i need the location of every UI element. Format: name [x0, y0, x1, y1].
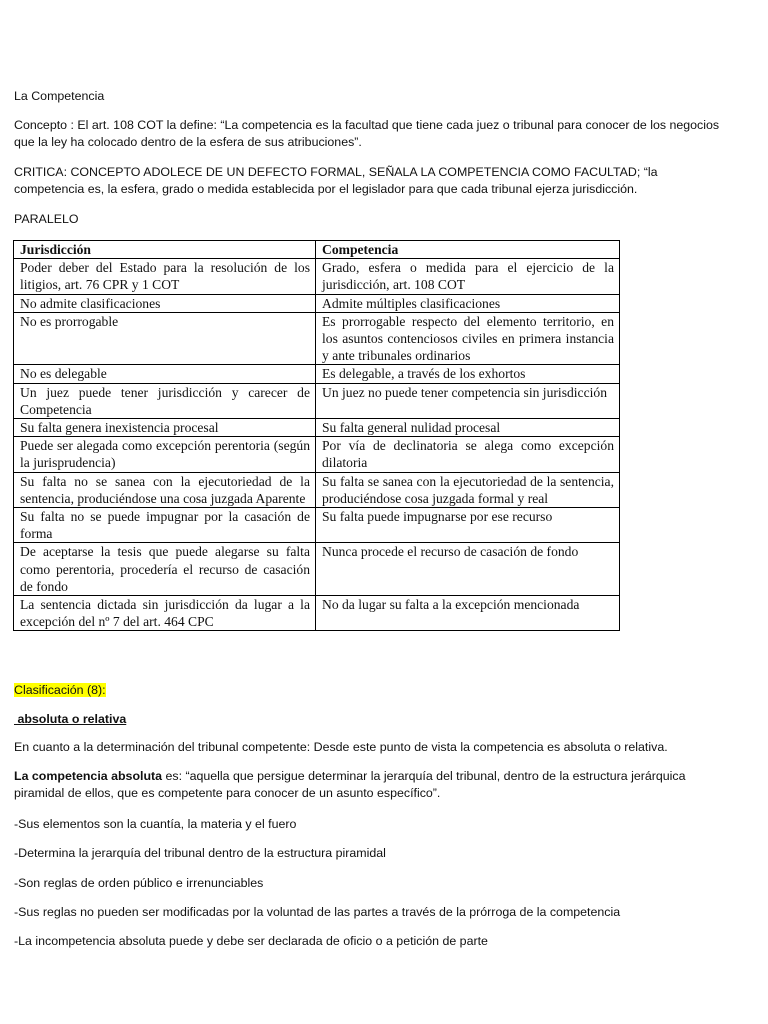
table-row [14, 508, 620, 543]
table-row [14, 365, 620, 383]
cell-jurisdiccion: Poder deber del Estado para la resolución de los litigios, art. 76 CPR y 1 COT [14, 259, 316, 294]
comparison-table [13, 240, 620, 631]
cell-jurisdiccion: De aceptarse la tesis que puede alegarse su falta como perentoria, procedería el recurso de casación de fondo [14, 543, 316, 596]
cell-competencia: No da lugar su falta a la excepción mencionada [316, 596, 620, 631]
table-row [14, 437, 620, 472]
cell-jurisdiccion: Su falta no se puede impugnar por la casación de forma [14, 508, 316, 543]
header-competencia: Competencia [316, 241, 620, 259]
table-row [14, 419, 620, 437]
cell-jurisdiccion: Un juez puede tener jurisdicción y carecer de Competencia [14, 383, 316, 418]
cell-competencia: Por vía de declinatoria se alega como excepción dilatoria [316, 437, 620, 472]
cell-competencia: Un juez no puede tener competencia sin jurisdicción [316, 383, 620, 418]
list-item: -Sus elementos son la cuantía, la materia y el fuero [14, 817, 297, 831]
cell-jurisdiccion: No es delegable [14, 365, 316, 383]
cell-competencia: Grado, esfera o medida para el ejercicio de la jurisdicción, art. 108 COT [316, 259, 620, 294]
cell-competencia: Su falta general nulidad procesal [316, 419, 620, 437]
absoluta-relativa-heading: absoluta o relativa [14, 712, 127, 726]
cell-competencia: Su falta puede impugnarse por ese recurso [316, 508, 620, 543]
determinacion-paragraph: En cuanto a la determinación del tribunal competente: Desde este punto de vista la competencia es absoluta o relativa. [14, 740, 668, 754]
page-title: La Competencia [14, 89, 105, 103]
list-item: -Son reglas de orden público e irrenunciables [14, 876, 264, 890]
list-item: -Sus reglas no pueden ser modificadas por la voluntad de las partes a través de la prórroga de la competencia [14, 905, 621, 919]
cell-competencia: Es delegable, a través de los exhortos [316, 365, 620, 383]
definicion-text: es: “aquella que persigue determinar la jerarquía del tribunal, dentro de la estructura jerárquica piramidal de ellos, que es competente para conocer de un asunto específico”. [14, 769, 686, 800]
cell-competencia: Admite múltiples clasificaciones [316, 294, 620, 312]
table-row [14, 294, 620, 312]
table-row [14, 259, 620, 294]
concepto-paragraph: Concepto : El art. 108 COT la define: “La competencia es la facultad que tiene cada juez o tribunal para conocer de los negocios que la ley ha colocado dentro de la esfera de sus atribuciones”. [14, 118, 720, 149]
paralelo-heading: PARALELO [14, 212, 79, 226]
cell-competencia: Es prorrogable respecto del elemento territorio, en los asuntos contenciosos civiles en primera instancia y ante tribunales ordinarios [316, 312, 620, 365]
table-row [14, 543, 620, 596]
cell-jurisdiccion: No admite clasificaciones [14, 294, 316, 312]
clasificacion-heading [14, 682, 730, 699]
list-item: -Determina la jerarquía del tribunal dentro de la estructura piramidal [14, 846, 386, 860]
table-header-row [14, 241, 620, 259]
cell-competencia: Nunca procede el recurso de casación de fondo [316, 543, 620, 596]
cell-jurisdiccion: Su falta no se sanea con la ejecutoriedad de la sentencia, produciéndose una cosa juzgada Aparente [14, 472, 316, 507]
header-jurisdiccion: Jurisdicción [14, 241, 316, 259]
highlighted-text: Clasificación (8): [14, 683, 106, 697]
table-row [14, 312, 620, 365]
definicion-paragraph [14, 768, 730, 802]
table-row [14, 472, 620, 507]
cell-competencia: Su falta se sanea con la ejecutoriedad de la sentencia, produciéndose cosa juzgada formal y real [316, 472, 620, 507]
critica-paragraph: CRITICA: CONCEPTO ADOLECE DE UN DEFECTO FORMAL, SEÑALA LA COMPETENCIA COMO FACULTAD; “la competencia es, la esfera, grado o medida establecida por el legislador para que cada tribunal ejerza jurisdicción. [14, 165, 658, 196]
table-row [14, 383, 620, 418]
list-item: -La incompetencia absoluta puede y debe ser declarada de oficio o a petición de parte [14, 934, 488, 948]
cell-jurisdiccion: La sentencia dictada sin jurisdicción da lugar a la excepción del nº 7 del art. 464 CPC [14, 596, 316, 631]
table-row [14, 596, 620, 631]
cell-jurisdiccion: Puede ser alegada como excepción perentoria (según la jurisprudencia) [14, 437, 316, 472]
cell-jurisdiccion: Su falta genera inexistencia procesal [14, 419, 316, 437]
definicion-bold-term: La competencia absoluta [14, 769, 163, 783]
cell-jurisdiccion: No es prorrogable [14, 312, 316, 365]
